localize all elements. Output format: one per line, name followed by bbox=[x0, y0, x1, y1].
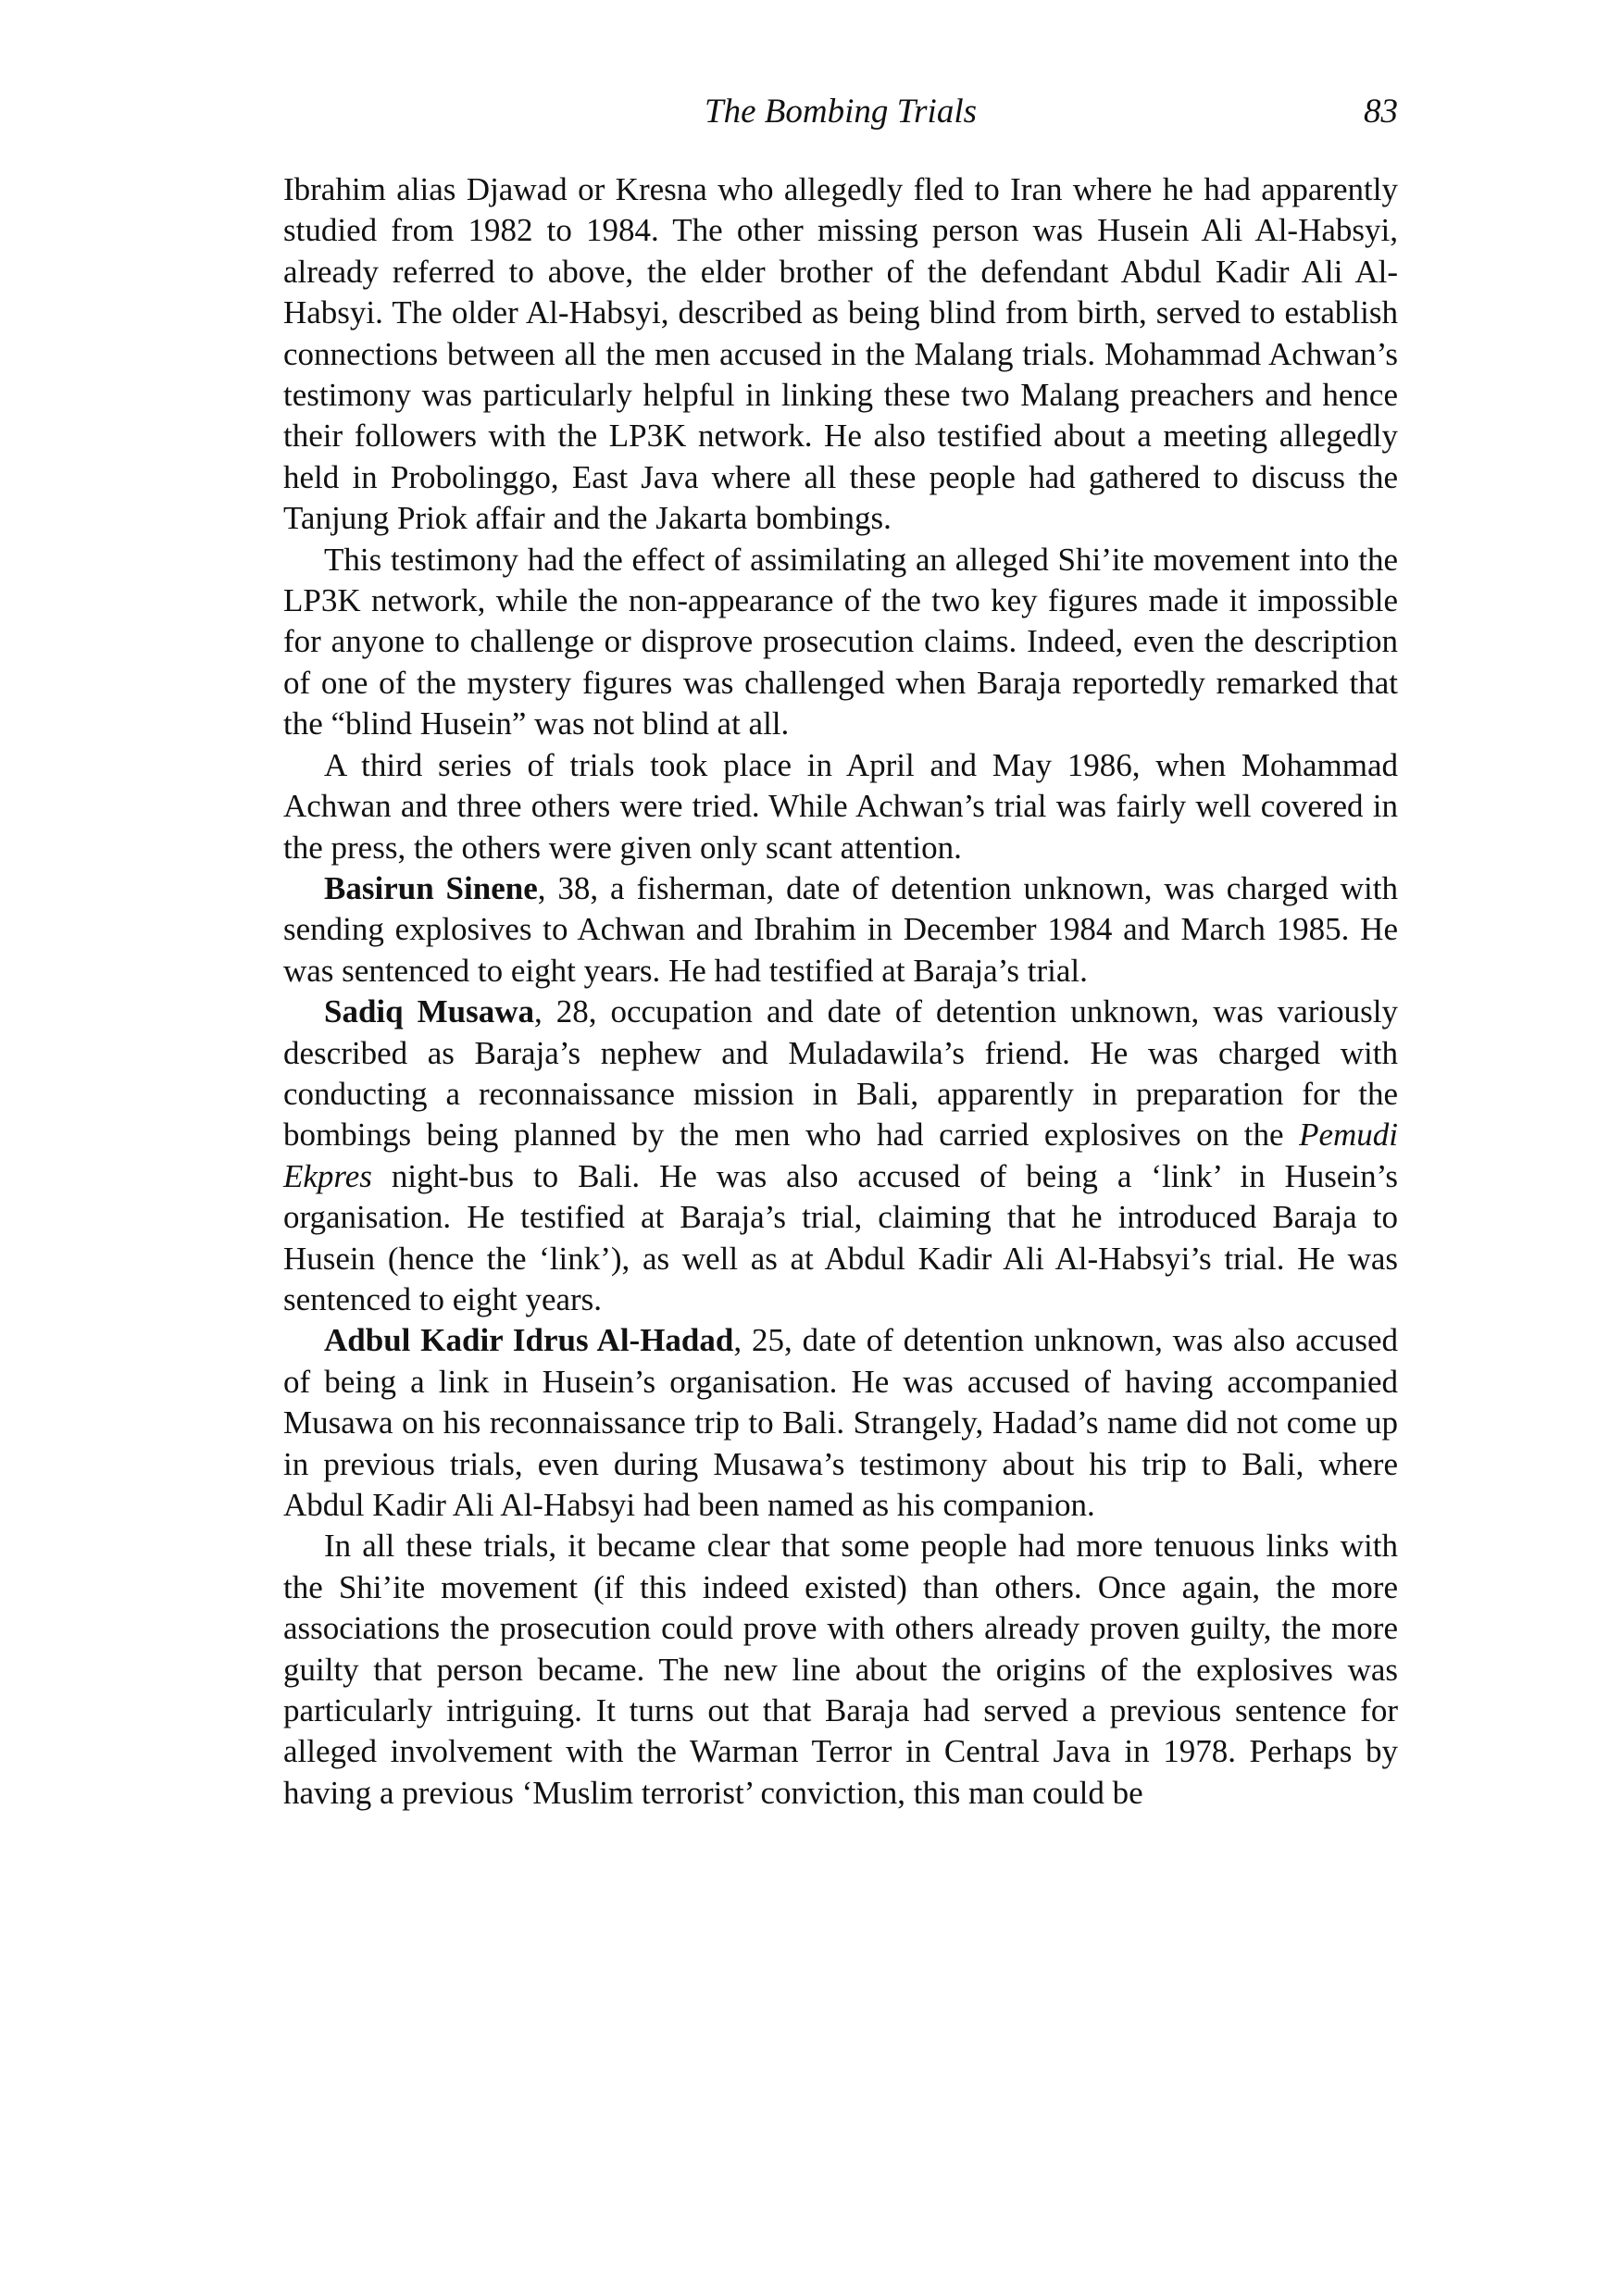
text-run: , 38, a fisherman, date of detention unknown, was charged with sending explosives to Achwan and Ibrahim in December 1984 and March 1985. He was sentenced to eight years. He had testified at Baraja’s trial. bbox=[283, 869, 1398, 989]
italic-text: Pemudi Ekpres bbox=[283, 1117, 1398, 1194]
text-run: A third series of trials took place in April and May 1986, when Mohammad Achwan and three others were tried. While Achwan’s trial was fairly well covered in the press, the others were given only scant attention. bbox=[283, 746, 1398, 866]
entry-name: Adbul Kadir Idrus Al-Hadad bbox=[324, 1322, 734, 1359]
text-run: , 28, occupation and date of detention unknown, was variously described as Baraja’s nephew and Muladawila’s friend. He was charged with conducting a reconnaissance mission in Bali, apparently in preparation for the bombings being planned by the men who had carried explosives on the bbox=[283, 993, 1398, 1154]
text-run: Ibrahim alias Djawad or Kresna who allegedly fled to Iran where he had apparently studied from 1982 to 1984. The other missing person was Husein Ali Al-Habsyi, already referred to above, the elder brother of the defendant Abdul Kadir Ali Al-Habsyi. The older Al-Habsyi, described as being blind from birth, served to establish connections between all the men accused in the Malang trials. Mohammad Achwan’s testimony was particularly helpful in linking these two Malang preachers and hence their followers with the LP3K network. He also testified about a meeting allegedly held in Probolinggo, East Java where all these people had gathered to discuss the Tanjung Priok affair and the Jakarta bombings. bbox=[283, 171, 1398, 537]
paragraph bbox=[283, 992, 1398, 1320]
page-number: 83 bbox=[1364, 93, 1398, 131]
text-run: night-bus to Bali. He was also accused of being a ‘link’ in Husein’s organisation. He testified at Baraja’s trial, claiming that he introduced Baraja to Husein (hence the ‘link’), as well as at Abdul Kadir Ali Al-Habsyi’s trial. He was sentenced to eight years. bbox=[283, 1157, 1398, 1317]
text-run: This testimony had the effect of assimilating an alleged Shi’ite movement into the LP3K network, while the non-appearance of the two key figures made it impossible for anyone to challenge or disprove prosecution claims. Indeed, even the description of one of the mystery figures was challenged when Baraja reportedly remarked that the “blind Husein” was not blind at all. bbox=[283, 541, 1398, 742]
running-header bbox=[283, 89, 1398, 135]
paragraph bbox=[283, 1526, 1398, 1814]
paragraph bbox=[283, 868, 1398, 992]
paragraph bbox=[283, 540, 1398, 745]
entry-name: Basirun Sinene bbox=[324, 869, 538, 906]
paragraph bbox=[283, 1320, 1398, 1526]
text-run: , 25, date of detention unknown, was also accused of being a link in Husein’s organisation. He was accused of having accompanied Musawa on his reconnaissance trip to Bali. Strangely, Hadad’s name did not come up in previous trials, even during Musawa’s testimony about his trip to Bali, where Abdul Kadir Ali Al-Habsyi had been named as his companion. bbox=[283, 1322, 1398, 1523]
body-text bbox=[283, 169, 1398, 1814]
running-title: The Bombing Trials bbox=[705, 93, 977, 131]
paragraph bbox=[283, 745, 1398, 868]
text-run: In all these trials, it became clear that some people had more tenuous links with the Shi’ite movement (if this indeed existed) than others. Once again, the more associations the prosecution could prove with others already proven guilty, the more guilty that person became. The new line about the origins of the explosives was particularly intriguing. It turns out that Baraja had served a previous sentence for alleged involvement with the Warman Terror in Central Java in 1978. Perhaps by having a previous ‘Muslim terrorist’ conviction, this man could be bbox=[283, 1528, 1398, 1811]
entry-name: Sadiq Musawa bbox=[324, 993, 535, 1030]
paragraph bbox=[283, 169, 1398, 540]
